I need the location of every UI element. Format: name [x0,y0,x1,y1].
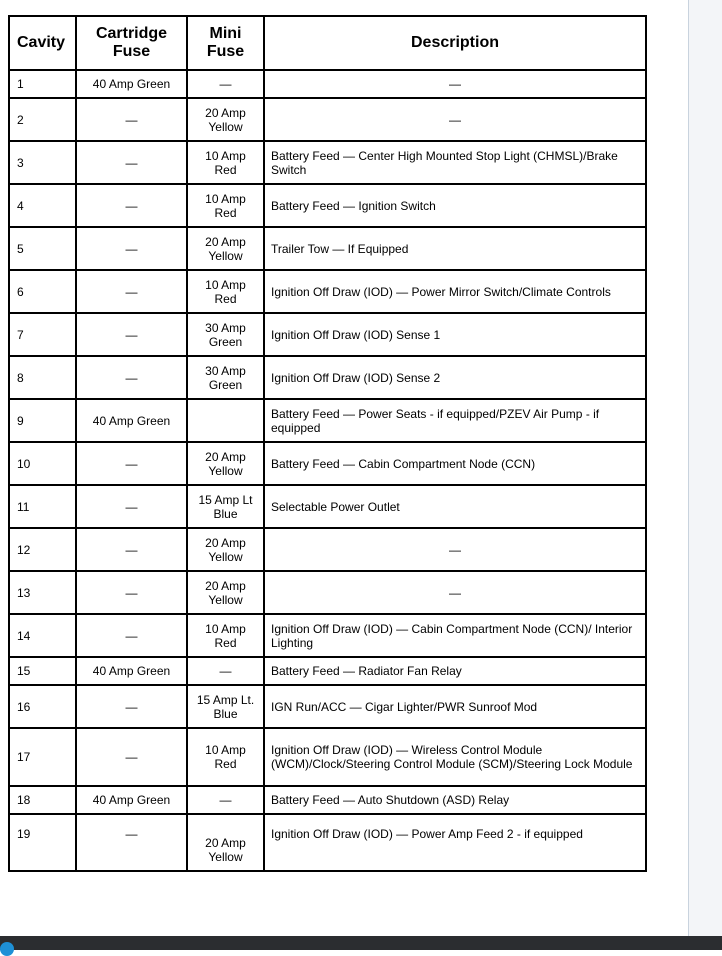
mini-fuse-cell: 30 Amp Green [187,313,264,356]
cavity-cell: 18 [9,786,76,814]
header-cavity: Cavity [9,16,76,70]
mini-fuse-cell [187,399,264,442]
table-row [9,70,646,98]
cartridge-fuse-cell: 40 Amp Green [76,786,187,814]
header-mini-fuse: Mini Fuse [187,16,264,70]
description-cell: — [264,70,646,98]
description-cell: Ignition Off Draw (IOD) — Power Mirror Switch/Climate Controls [264,270,646,313]
description-cell: Ignition Off Draw (IOD) Sense 1 [264,313,646,356]
mini-fuse-cell: — [187,786,264,814]
description-cell: Battery Feed — Ignition Switch [264,184,646,227]
description-cell: — [264,571,646,614]
cavity-cell: 11 [9,485,76,528]
fuse-table-body [9,70,646,871]
cavity-cell: 12 [9,528,76,571]
description-cell: IGN Run/ACC — Cigar Lighter/PWR Sunroof Mod [264,685,646,728]
cartridge-fuse-cell: — [76,614,187,657]
fuse-table [8,15,647,872]
mini-fuse-cell: 15 Amp Lt. Blue [187,685,264,728]
mini-fuse-cell: 10 Amp Red [187,728,264,786]
cartridge-fuse-cell: — [76,227,187,270]
table-row [9,485,646,528]
cartridge-fuse-cell: — [76,814,187,871]
description-cell: Ignition Off Draw (IOD) — Cabin Compartment Node (CCN)/ Interior Lighting [264,614,646,657]
cavity-cell: 14 [9,614,76,657]
table-row [9,356,646,399]
table-row [9,786,646,814]
cartridge-fuse-cell: — [76,184,187,227]
mini-fuse-cell: 20 Amp Yellow [187,814,264,871]
cavity-cell: 8 [9,356,76,399]
description-cell: — [264,528,646,571]
description-cell: — [264,98,646,141]
description-cell: Trailer Tow — If Equipped [264,227,646,270]
table-row [9,657,646,685]
cavity-cell: 4 [9,184,76,227]
cavity-cell: 2 [9,98,76,141]
mini-fuse-cell: — [187,657,264,685]
cartridge-fuse-cell: — [76,528,187,571]
description-cell: Selectable Power Outlet [264,485,646,528]
cavity-cell: 16 [9,685,76,728]
mini-fuse-cell: 20 Amp Yellow [187,571,264,614]
cartridge-fuse-cell: 40 Amp Green [76,399,187,442]
mini-fuse-cell: — [187,70,264,98]
cavity-cell: 17 [9,728,76,786]
table-row [9,399,646,442]
cavity-cell: 10 [9,442,76,485]
cavity-cell: 7 [9,313,76,356]
description-cell: Battery Feed — Cabin Compartment Node (CCN) [264,442,646,485]
header-description: Description [264,16,646,70]
description-cell: Battery Feed — Power Seats - if equipped/PZEV Air Pump - if equipped [264,399,646,442]
cartridge-fuse-cell: — [76,98,187,141]
mini-fuse-cell: 20 Amp Yellow [187,227,264,270]
header-row [9,16,646,70]
mini-fuse-cell: 15 Amp Lt Blue [187,485,264,528]
header-cartridge-fuse: Cartridge Fuse [76,16,187,70]
mini-fuse-cell: 10 Amp Red [187,270,264,313]
cartridge-fuse-cell: — [76,442,187,485]
table-row [9,141,646,184]
cartridge-fuse-cell: 40 Amp Green [76,657,187,685]
mini-fuse-cell: 20 Amp Yellow [187,442,264,485]
cartridge-fuse-cell: — [76,485,187,528]
cartridge-fuse-cell: — [76,571,187,614]
cavity-cell: 19 [9,814,76,871]
cartridge-fuse-cell: — [76,270,187,313]
table-row [9,442,646,485]
mini-fuse-cell: 20 Amp Yellow [187,528,264,571]
mini-fuse-cell: 10 Amp Red [187,141,264,184]
table-row [9,313,646,356]
fuse-table-header [9,16,646,70]
right-margin-panel [688,0,722,936]
cavity-cell: 5 [9,227,76,270]
table-row [9,614,646,657]
table-row [9,270,646,313]
cavity-cell: 9 [9,399,76,442]
cartridge-fuse-cell: 40 Amp Green [76,70,187,98]
table-row [9,728,646,786]
cavity-cell: 13 [9,571,76,614]
cavity-cell: 15 [9,657,76,685]
description-cell: Battery Feed — Center High Mounted Stop Light (CHMSL)/Brake Switch [264,141,646,184]
table-row [9,571,646,614]
cartridge-fuse-cell: — [76,313,187,356]
description-cell: Battery Feed — Radiator Fan Relay [264,657,646,685]
cartridge-fuse-cell: — [76,356,187,399]
cartridge-fuse-cell: — [76,685,187,728]
table-row [9,184,646,227]
table-row [9,685,646,728]
cartridge-fuse-cell: — [76,728,187,786]
table-row [9,98,646,141]
table-row [9,814,646,871]
description-cell: Battery Feed — Auto Shutdown (ASD) Relay [264,786,646,814]
bottom-taskbar [0,936,722,950]
mini-fuse-cell: 20 Amp Yellow [187,98,264,141]
mini-fuse-cell: 30 Amp Green [187,356,264,399]
description-cell: Ignition Off Draw (IOD) — Power Amp Feed 2 - if equipped [264,814,646,871]
description-cell: Ignition Off Draw (IOD) — Wireless Control Module (WCM)/Clock/Steering Control Module (SCM)/Steering Lock Module [264,728,646,786]
mini-fuse-cell: 10 Amp Red [187,184,264,227]
taskbar-app-icon[interactable] [0,942,14,956]
cavity-cell: 6 [9,270,76,313]
mini-fuse-cell: 10 Amp Red [187,614,264,657]
table-row [9,227,646,270]
table-row [9,528,646,571]
cavity-cell: 1 [9,70,76,98]
cartridge-fuse-cell: — [76,141,187,184]
description-cell: Ignition Off Draw (IOD) Sense 2 [264,356,646,399]
cavity-cell: 3 [9,141,76,184]
